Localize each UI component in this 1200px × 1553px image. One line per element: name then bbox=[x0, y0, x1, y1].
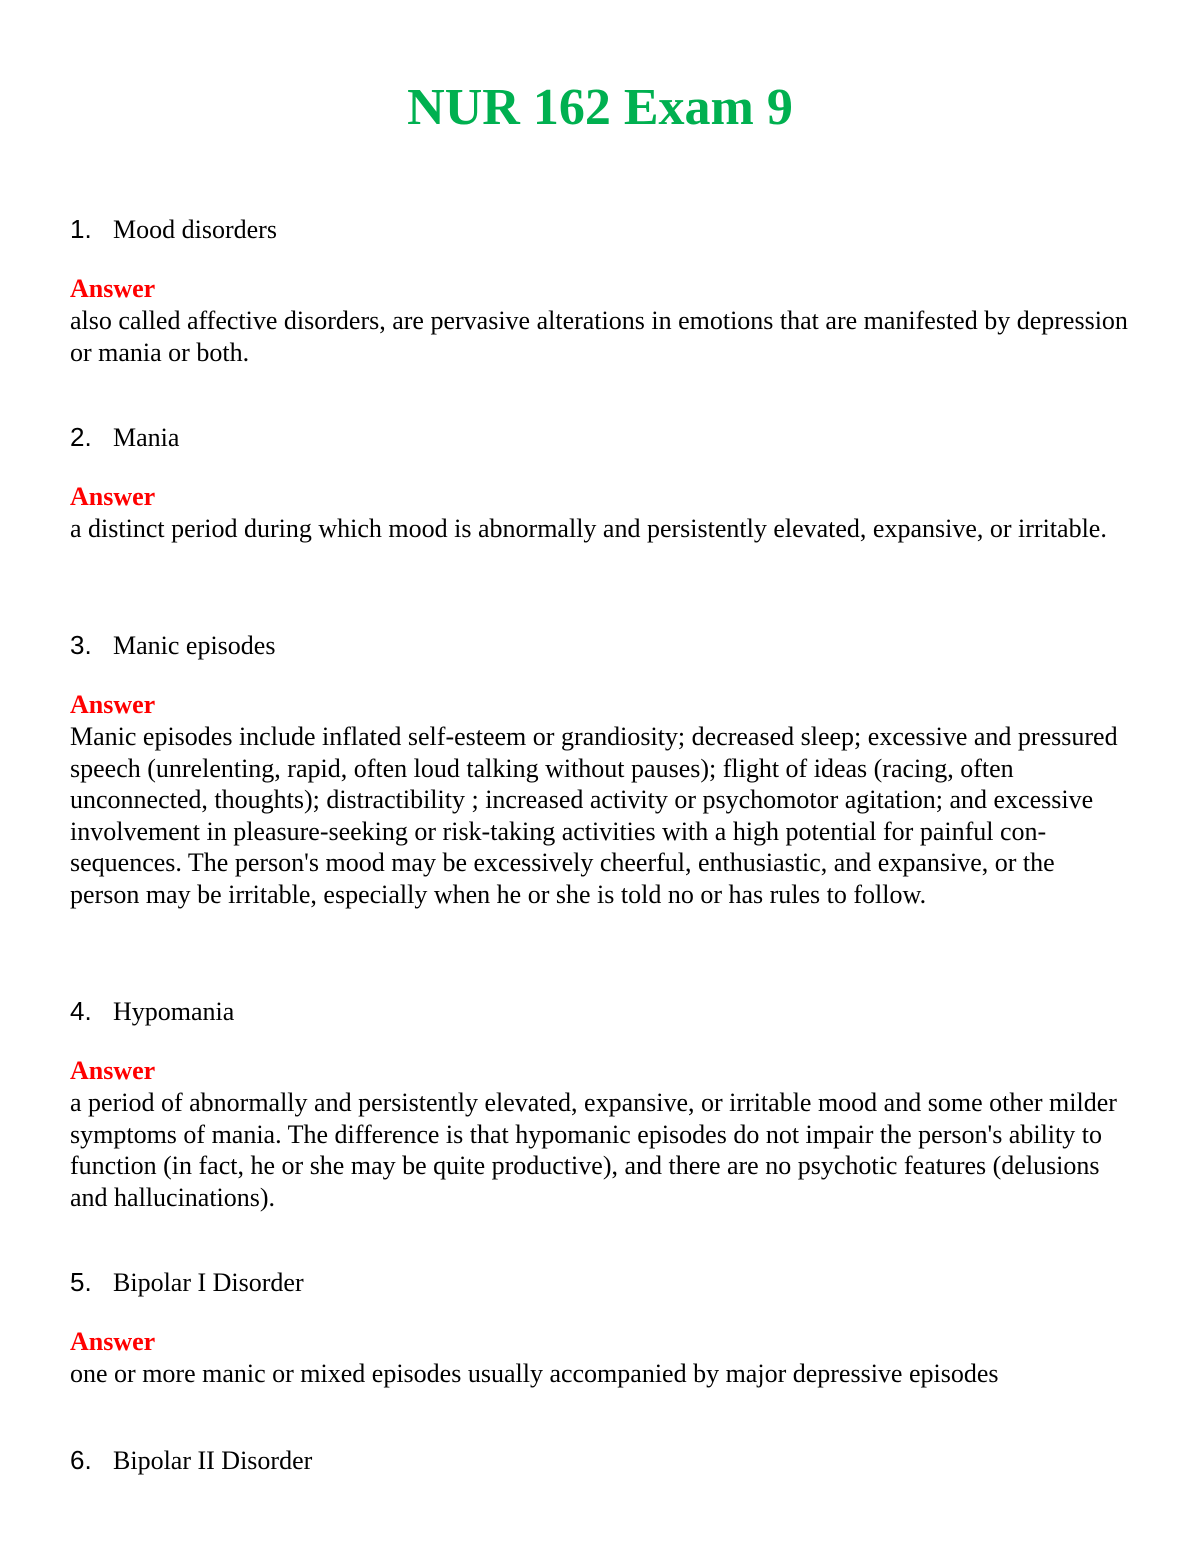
question-header bbox=[70, 994, 1130, 1028]
question-term: Bipolar II Disorder bbox=[113, 1446, 313, 1475]
question-term: Hypomania bbox=[113, 997, 235, 1026]
document-title: NUR 162 Exam 9 bbox=[407, 79, 793, 136]
question-number: 6. bbox=[70, 1445, 92, 1475]
answer-text: a distinct period during which mood is abnormally and persistently elevated, expansive, or irritable. bbox=[70, 514, 1107, 543]
answer-text: a period of abnormally and persistently elevated, expansive, or irritable mood and some other milder symptoms of mania. The difference is that hypomanic episodes do not impair the person's ability to function (in fact, he or she may be quite productive), and there are no psychotic features (delusions and hallucinations). bbox=[70, 1088, 1117, 1212]
question-term: Mood disorders bbox=[113, 215, 277, 244]
question-term: Mania bbox=[113, 423, 180, 452]
question-header bbox=[70, 212, 1130, 246]
answer-text: also called affective disorders, are pervasive alterations in emotions that are manifested by depression or mania or both. bbox=[70, 306, 1128, 367]
question-number: 1. bbox=[70, 214, 92, 244]
question-item-6 bbox=[70, 1443, 1130, 1477]
answer-label: Answer bbox=[70, 274, 156, 303]
answer-text: one or more manic or mixed episodes usually accompanied by major depressive episodes bbox=[70, 1359, 999, 1388]
answer-label: Answer bbox=[70, 1056, 156, 1085]
question-header bbox=[70, 1265, 1130, 1299]
answer-label: Answer bbox=[70, 690, 156, 719]
question-number: 2. bbox=[70, 422, 92, 452]
question-header bbox=[70, 628, 1130, 662]
question-number: 4. bbox=[70, 996, 92, 1026]
question-item-5 bbox=[70, 1265, 1130, 1390]
answer-text: Manic episodes include inflated self-esteem or grandiosity; decreased sleep; excessive and pressured speech (unrelenting, rapid, often loud talking without pauses); flight of ideas (racing, often unconnected, thoughts); distractibility ; increased activity or psychomotor agitation; and excessive involvement in pleasure-seeking or risk-taking activities with a high potential for painful con- sequences. The person's mood may be excessively cheerful, enthusiastic, and expansive, or the person may be irritable, especially when he or she is told no or has rules to follow. bbox=[70, 722, 1118, 909]
question-item-2 bbox=[70, 420, 1130, 545]
question-header bbox=[70, 420, 1130, 454]
question-item-3 bbox=[70, 628, 1130, 910]
answer-label: Answer bbox=[70, 482, 156, 511]
question-item-4 bbox=[70, 994, 1130, 1213]
answer-label: Answer bbox=[70, 1327, 156, 1356]
question-term: Bipolar I Disorder bbox=[113, 1268, 304, 1297]
question-header bbox=[70, 1443, 1130, 1477]
question-term: Manic episodes bbox=[113, 631, 276, 660]
question-number: 5. bbox=[70, 1267, 92, 1297]
question-item-1 bbox=[70, 212, 1130, 368]
question-number: 3. bbox=[70, 630, 92, 660]
